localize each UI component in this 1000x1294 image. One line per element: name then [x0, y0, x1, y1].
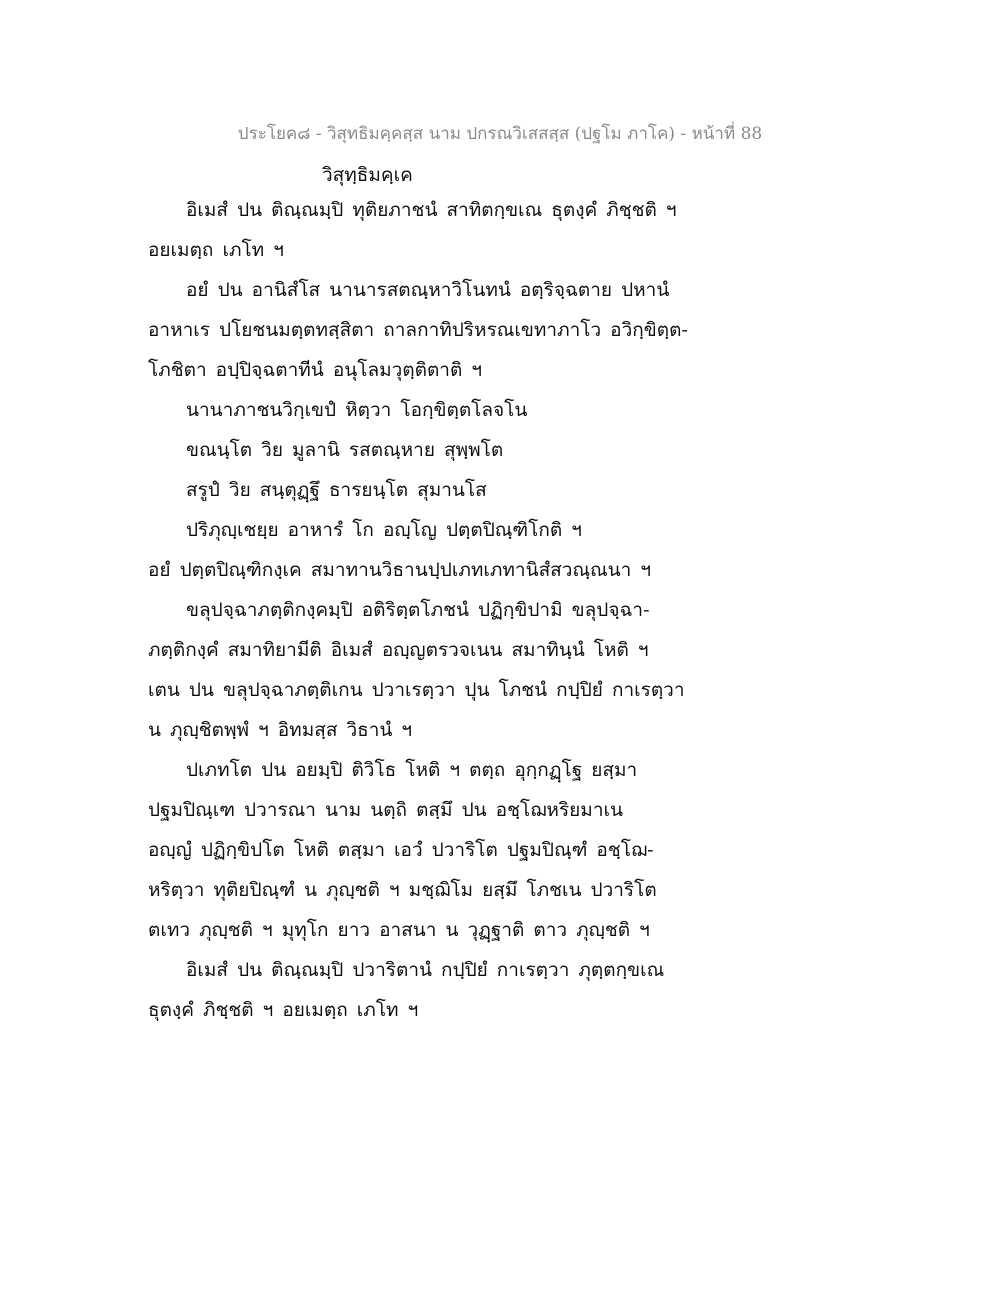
text-line: ภตฺติกงฺคํ สมาทิยามีติ อิเมสํ อญฺญตรวจเนน สมาทินฺนํ โหติ ฯ [148, 639, 649, 661]
text-line: อยํ ปน อานิสํโส นานารสตณฺหาวิโนทนํ อตฺริจฺฉตาย ปหานํ [186, 279, 670, 301]
text-line: ขลุปจฺฉาภตฺติกงฺคมฺปิ อติริตฺตโภชนํ ปฏิกฺขิปามิ ขลุปจฺฉา- [186, 599, 650, 621]
text-line: อิเมสํ ปน ติณฺณมฺปิ ทุติยภาชนํ สาทิตกฺขเณ ธุตงฺคํ ภิชฺชติ ฯ [186, 199, 677, 221]
text-line: โภชิตา อปฺปิจฺฉตาทีนํ อนุโลมวุตฺติตาติ ฯ [148, 359, 483, 381]
verse-line: ขณนฺโต วิย มูลานิ รสตณฺหาย สุพฺพโต [186, 439, 504, 461]
text-line: อญฺญํ ปฏิกฺขิปโต โหติ ตสฺมา เอวํ ปวาริโต ปฐมปิณฺฑํ อชฺโฌ- [148, 839, 654, 861]
text-line: อิเมสํ ปน ติณฺณมฺปิ ปวาริตานํ กปฺปิยํ กาเรตฺวา ภุตฺตกฺขเณ [186, 959, 665, 981]
text-line: ปเภทโต ปน อยมฺปิ ติวิโธ โหติ ฯ ตตฺถ อุกฺกฏฺโฐ ยสฺมา [186, 759, 638, 781]
text-line: อยํ ปตฺตปิณฺฑิกงฺเค สมาทานวิธานปฺปเภทเภทานิสํสวณฺณนา ฯ [148, 559, 652, 581]
text-line: ปฐมปิณฺเฑ ปวารณา นาม นตฺถิ ตสฺมึ ปน อชฺโฌหริยมาเน [148, 799, 623, 821]
running-header: ประโยค๘ - วิสุทธิมคฺคสฺส นาม ปกรณวิเสสสฺส (ปฐโม ภาโค) - หน้าที่ 88 [237, 124, 763, 144]
text-line: หริตฺวา ทุติยปิณฺฑํ น ภุญฺชติ ฯ มชฺฌิโม ยสฺมึ โภชเน ปวาริโต [148, 879, 657, 901]
text-line: อาหาเร ปโยชนมตฺตทสฺสิตา ถาลกาทิปริหรณเขทาภาโว อวิกฺขิตฺต- [148, 319, 688, 341]
text-line: น ภุญฺชิตพฺพํ ฯ อิทมสฺส วิธานํ ฯ [148, 719, 413, 741]
verse-line: ปริภุญฺเชยฺย อาหารํ โก อญฺโญ ปตฺตปิณฺฑิโกติ ฯ [186, 519, 582, 541]
section-title: วิสุทฺธิมคฺเค [322, 164, 413, 186]
text-line: อยเมตฺถ เภโท ฯ [148, 239, 284, 261]
text-line: เตน ปน ขลุปจฺฉาภตฺติเกน ปวาเรตฺวา ปุน โภชนํ กปฺปิยํ กาเรตฺวา [148, 679, 685, 701]
verse-line: นานาภาชนวิกฺเขปํ หิตฺวา โอกฺขิตฺตโลจโน [186, 399, 528, 421]
verse-line: สรูปํ วิย สนฺตุฏฺฐึ ธารยนฺโต สุมานโส [186, 479, 487, 501]
text-line: ตเทว ภุญฺชติ ฯ มุทุโก ยาว อาสนา น วุฏฺฐาติ ตาว ภุญฺชติ ฯ [148, 919, 650, 941]
text-line: ธุตงฺคํ ภิชฺชติ ฯ อยเมตฺถ เภโท ฯ [148, 999, 419, 1021]
